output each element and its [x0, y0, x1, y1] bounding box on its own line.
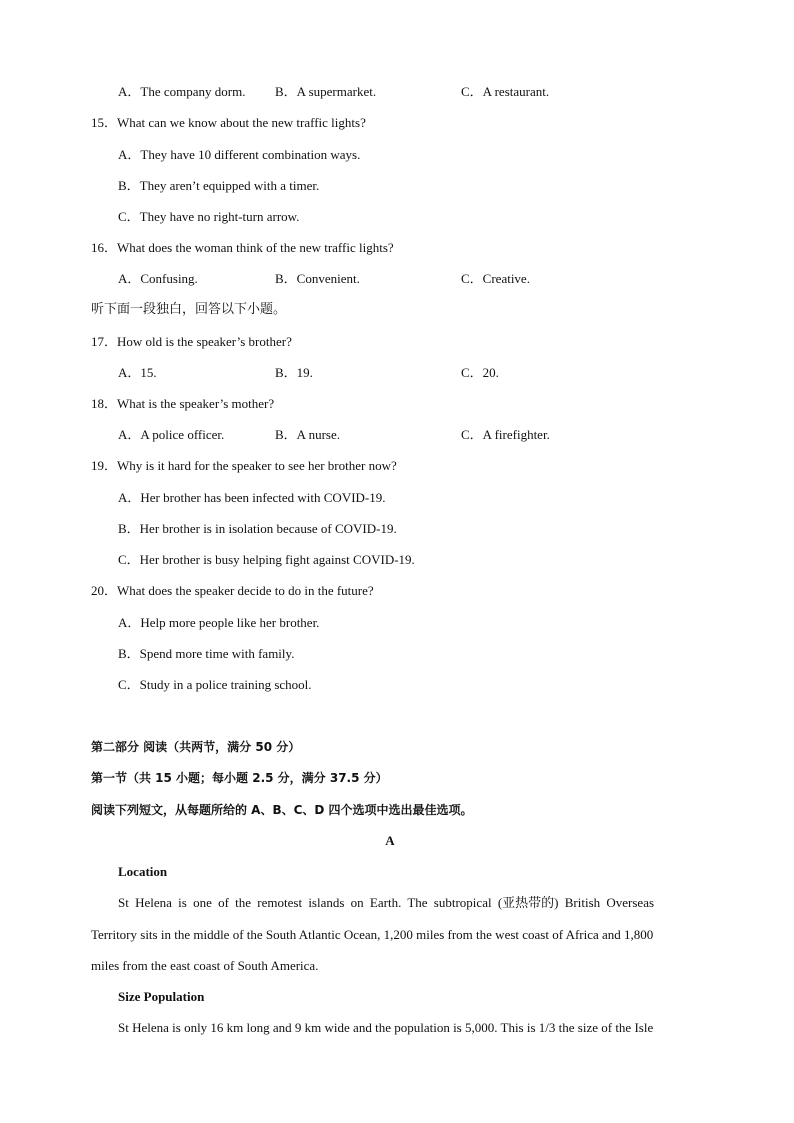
q20-option-c: C．Study in a police training school. — [118, 677, 312, 692]
passage-label: A — [385, 833, 395, 848]
q16-question: 16．What does the woman think of the new traffic lights? — [91, 240, 394, 255]
q18-option-c: C．A firefighter. — [461, 427, 550, 442]
q16-option-c: C．Creative. — [461, 271, 530, 286]
q16-option-a: A．Confusing. — [118, 271, 198, 286]
q18-option-b: B．A nurse. — [275, 427, 341, 442]
q18-option-a: A．A police officer. — [118, 427, 225, 442]
reading-instruction: 阅读下列短文，从每题所给的 A、B、C、D 四个选项中选出最佳选项。 — [91, 803, 473, 817]
q19-option-c: C．Her brother is busy helping fight against COVID-19. — [118, 552, 415, 567]
q16-option-b: B．Convenient. — [275, 271, 360, 286]
q19-question: 19．Why is it hard for the speaker to see her brother now? — [91, 458, 397, 473]
q15-option-a: A．They have 10 different combination ways. — [118, 147, 361, 162]
q20-option-a: A．Help more people like her brother. — [118, 615, 320, 630]
q14-option-c: C．A restaurant. — [461, 84, 550, 99]
q14-option-b: B．A supermarket. — [275, 84, 377, 99]
q19-option-a: A．Her brother has been infected with COVID-19. — [118, 490, 386, 505]
q18-question: 18．What is the speaker’s mother? — [91, 396, 275, 411]
size-population-title: Size Population — [118, 989, 205, 1004]
q17-option-c: C．20. — [461, 365, 499, 380]
size-line-1: St Helena is only 16 km long and 9 km wide and the population is 5,000. This is 1/3 the size of the Isle — [118, 1020, 654, 1035]
q15-question: 15．What can we know about the new traffic lights? — [91, 115, 366, 130]
q17-question: 17．How old is the speaker’s brother? — [91, 334, 292, 349]
monologue-intro: 听下面一段独白，回答以下小题。 — [91, 302, 287, 317]
q17-option-b: B．19. — [275, 365, 313, 380]
q14-option-a: A．The company dorm. — [118, 84, 246, 99]
q19-option-b: B．Her brother is in isolation because of COVID-19. — [118, 521, 397, 536]
location-line-1: St Helena is one of the remotest islands on Earth. The subtropical (亚热带的) British Overseas — [118, 895, 655, 910]
q17-option-a: A．15. — [118, 365, 157, 380]
q20-question: 20．What does the speaker decide to do in the future? — [91, 583, 374, 598]
q15-option-b: B．They aren’t equipped with a timer. — [118, 178, 320, 193]
section1-heading: 第一节（共 15 小题；每小题 2.5 分，满分 37.5 分） — [91, 771, 388, 785]
location-line-2: Territory sits in the middle of the South Atlantic Ocean, 1,200 miles from the west coast of Africa and 1,800 — [91, 927, 654, 942]
location-title: Location — [118, 864, 168, 879]
q20-option-b: B．Spend more time with family. — [118, 646, 295, 661]
q15-option-c: C．They have no right-turn arrow. — [118, 209, 300, 224]
location-line-3: miles from the east coast of South America. — [91, 958, 319, 973]
part2-heading: 第二部分 阅读（共两节，满分 50 分） — [91, 740, 301, 754]
